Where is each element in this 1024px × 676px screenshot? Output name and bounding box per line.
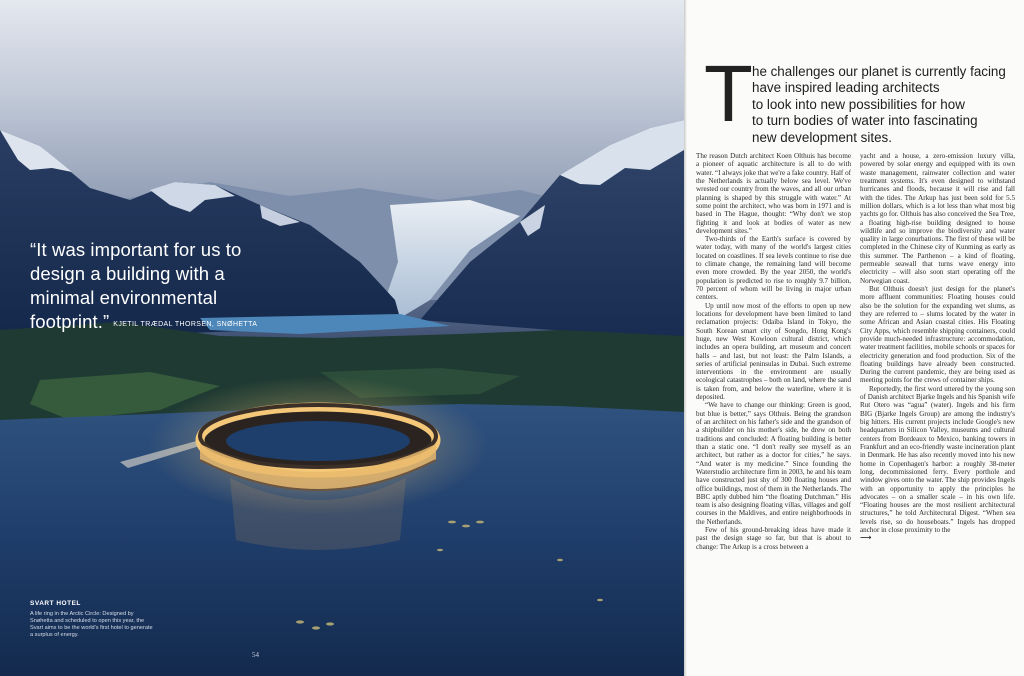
paragraph: yacht and a house, a zero-emission luxury villa, powered by solar energy and equipped with its own waste management, rainwater collection and water treatment systems. It's even designed to withstand hurricanes and floods, because it will rise and fall with the tides. The Arkup has just been sold for 5.5 million dollars, which is a lot less than what most big yachts go for. Olthuis has also conceived the Sea Tree, a floating high-rise building designed to house wildlife and so improve the biodiversity and water quality in large conurbations. The first of these will be completed in the Chinese city of Kunming as early as this summer. The Parthenon – a kind of floating, permeable seawall that turns wave energy into electricity – will also soon start operating off the Norwegian coast.	[860, 152, 1015, 285]
photo-caption-text: A life ring in the Arctic Circle: Designed by Snøhetta and scheduled to open this year, the Svart aims to be the world's first hotel to generate a surplus of energy.	[30, 611, 153, 638]
arrow-right-icon: ⟶	[860, 533, 872, 543]
paragraph: Up until now most of the efforts to open up new locations for development have been limited to land reclamation projects: Odaiba Island in Tokyo, the South Korean smart city of Songdo, Hong Kong's huge, new West Kowloon cultural district, which includes an opera building, art museum and concert halls – and last, but not least: the Palm Islands, a series of artificial peninsulas in Dubai. Such extreme interventions in the environment are usually ecological catastrophes – both on land, where the sand is taken from, and below the waterline, where it is deposited.	[696, 301, 851, 402]
paragraph: Reportedly, the first word uttered by the young son of Danish architect Bjarke Ingels and his Spanish wife Rut Otero was “agua” (water). Ingels and his firm BIG (Bjarke Ingels Group) are among the industry's big hitters. His current projects include Google's new headquarters in Silicon Valley, museums and cultural centers from Bordeaux to Mexico, banking towers in Frankfurt and an eco-friendly waste incineration plant in Denmark. He has also recently moved into his new home in Copenhagen's harbor: a roughly 38-meter long, decommissioned ferry. Every porthole and window gives onto the water. The ship provides Ingels with an opportunity to apply the principles he advocates – on a smaller scale – in his own life. “Floating houses are the most resilient architectural structures,” he told Architectural Digest. “When sea levels rise, so do houseboats.” Ingels has dropped anchor in close proximity to the	[860, 384, 1015, 535]
paragraph: But Olthuis doesn't just design for the planet's more affluent communities: Floating houses could also be the solution for the expanding wet slums, as they are referred to – slums located by the water in some African and Asian coastal cities. His Floating City Apps, which resemble shipping containers, could provide much-needed infrastructure: accommodation, water treatment facilities, mobile schools or spaces for electricity generation and food production. Six of the floating buildings have already been constructed. During the current pandemic, they are being used as meeting points for the crews of container ships.	[860, 285, 1015, 385]
page-number: 54	[252, 651, 259, 659]
paragraph: Few of his ground-breaking ideas have made it past the design stage so far, but that is about to change: The Arkup is a cross between a	[696, 526, 851, 551]
intro-line: new development sites.	[752, 129, 892, 145]
intro-line: have inspired leading architects	[752, 80, 940, 96]
intro-line: to look into new possibilities for how	[752, 96, 965, 112]
intro-line: to turn bodies of water into fascinating	[752, 113, 978, 129]
page-gutter	[684, 0, 687, 676]
pull-quote-text: “It was important for us to design a building with a minimal environmental footprint.”	[30, 239, 242, 332]
article-column-1	[696, 152, 851, 551]
article-intro	[752, 64, 1006, 146]
intro-drop-cap: T	[704, 49, 753, 138]
intro-line: he challenges our planet is currently facing	[752, 64, 1006, 79]
article-column-2	[860, 152, 1015, 543]
pull-quote-attribution: KJETIL TRÆDAL THORSEN, SNØHETTA	[113, 321, 258, 328]
paragraph: “We have to change our thinking: Green is good, but blue is better,” says Olthuis. Being the grandson of an architect on his father's side and the grandson of a shipbuilder on his mother's side, he drew on both traditions and concluded: A floating building is better than a static one. “I don't really see myself as an architect, but rather as a doctor for cities,” he says. “And water is my medicine.” Since founding the Waterstudio architecture firm in 2003, he and his team have constructed just shy of 300 floating houses and office buildings, most of them in the Netherlands. The BBC aptly dubbed him “the floating Dutchman.” His team is also designing floating villas, villages and golf courses in the Maldives, and entire neighborhoods in the Netherlands.	[696, 401, 851, 526]
pull-quote	[30, 238, 280, 337]
photo-caption-title: SVART HOTEL	[30, 600, 81, 607]
paragraph: The reason Dutch architect Koen Olthuis has become a pioneer of aquatic architecture is all to do with water. “I always joke that we're a fake country. Half of the Netherlands is actually below sea level. We've wrested our country from the waves, and all our urban planning is shaped by this struggle with water.” At some point the architect, who was born in 1971 and is based in The Hague, thought: “Why don't we stop fighting it and look at bodies of water as new development sites.”	[696, 152, 851, 235]
paragraph: Two-thirds of the Earth's surface is covered by water today, with many of the world's largest cities located on coastlines. If sea levels continue to rise due to climate change, the remaining land will become even more crowded. By the year 2050, the world's population is predicted to rise to roughly 9.7 billion, 70 percent of whom will be living in major urban centers.	[696, 235, 851, 302]
